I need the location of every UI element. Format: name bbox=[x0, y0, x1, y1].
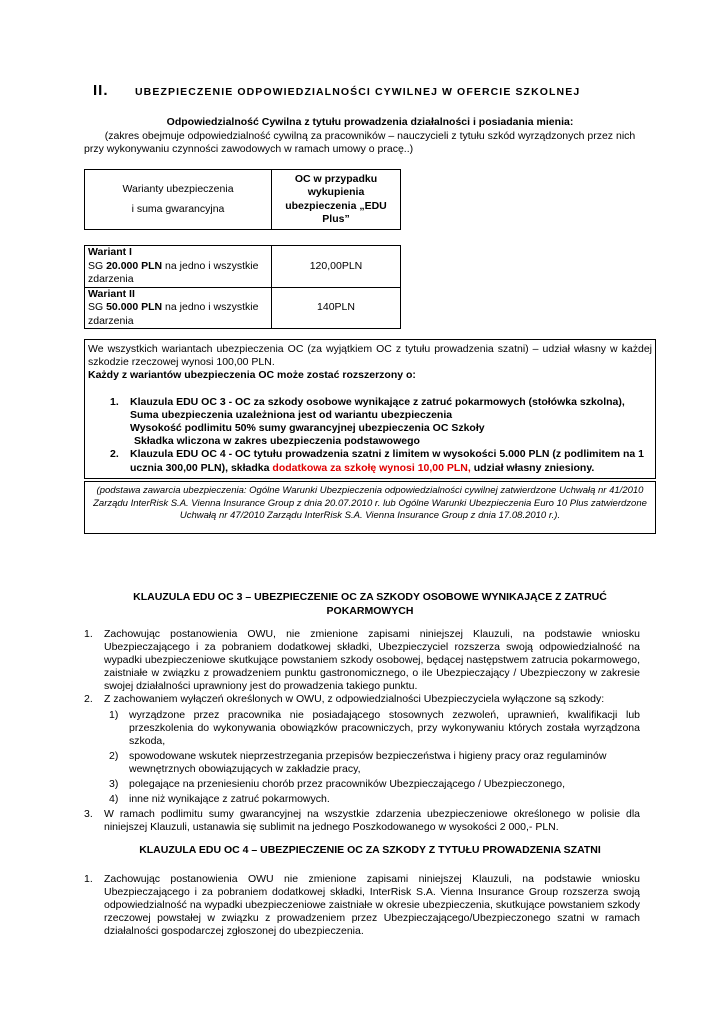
basis-text: (podstawa zawarcia ubezpieczenia: Ogólne Warunki Ubezpieczenia odpowiedzialności cywilnej zatwierdzone Uchwałą nr 41/2010 Zarządu InterRisk S.A. Vienna Insurance Group z dnia 20.07.2010 r. lub Ogólne Warunki Ubezpieczenia Euro 10 Plus zatwierdzone Uchwałą nr 47/2010 Zarządu InterRisk S.A. Vienna Insurance Group z dnia 17.08.2010 r.). bbox=[93, 485, 647, 522]
header-left-cell bbox=[85, 170, 272, 230]
list-number: 2. bbox=[110, 448, 119, 461]
extensions-note: We wszystkich wariantach ubezpieczenia OC (za wyjątkiem OC z tytułu prowadzenia szatni) – udział własny w każdej szkodzie rzeczowej wynosi 100,00 PLN. bbox=[88, 343, 652, 369]
list-item bbox=[84, 808, 640, 834]
clause-3-point-1: Zachowując postanowienia OWU, nie zmienione zapisami niniejszej Klauzuli, na podstawie wniosku Ubezpieczającego i za pobraniem dodatkowej składki, Ubezpieczyciel rozszerza swoją odpowiedzialność na wypadki ubezpieczeniowe skutkujące powstaniem szkody osobowej, będącej następstwem zatrucia pokarmowego, zaistniałe w związku z prowadzeniem punktu gastronomicznego, o ile Ubezpieczający / Ubezpieczony w zakresie swojej działalności uprawniony jest do prowadzenia takiego punktu. bbox=[104, 628, 640, 693]
clause-3-title bbox=[84, 590, 656, 618]
list-number: 1. bbox=[84, 873, 93, 885]
table-row bbox=[85, 246, 401, 288]
intro-line-2: przy wykonywaniu czynności zawodowych w ramach umowy o pracę..) bbox=[84, 143, 414, 155]
extension-2-text-b: udział własny zniesiony. bbox=[470, 461, 595, 474]
clause-3-point-3: W ramach podlimitu sumy gwarancyjnej na wszystkie zdarzenia ubezpieczeniowe określonego w polisie dla niniejszej Klauzuli, ustanawia się sublimit na jednego Poszkodowanego w wysokości 2 000,- PLN. bbox=[104, 808, 640, 834]
clause-3-exclusions bbox=[109, 709, 640, 807]
list-item bbox=[84, 628, 640, 693]
list-item bbox=[109, 793, 640, 806]
list-number: 4) bbox=[109, 793, 119, 806]
list-item bbox=[109, 709, 640, 748]
header-left-line-1: Warianty ubezpieczenia bbox=[122, 182, 234, 195]
clause-3-title-line-2: POKARMOWYCH bbox=[326, 605, 414, 617]
section-title: UBEZPIECZENIE ODPOWIEDZIALNOŚCI CYWILNEJ W OFERCIE SZKOLNEJ bbox=[135, 86, 581, 98]
variant-cell bbox=[85, 287, 272, 329]
exclusion-text: inne niż wynikające z zatruć pokarmowych. bbox=[129, 793, 330, 806]
list-number: 1) bbox=[109, 708, 119, 721]
extensions-box bbox=[84, 339, 656, 479]
list-item bbox=[109, 750, 640, 776]
intro-heading: Odpowiedzialność Cywilna z tytułu prowadzenia działalności i posiadania mienia: bbox=[166, 116, 574, 128]
variant-name: Wariant II bbox=[88, 287, 135, 300]
list-number: 2. bbox=[84, 693, 93, 706]
list-item bbox=[84, 693, 640, 706]
variant-cell bbox=[85, 246, 272, 288]
section-number: II. bbox=[93, 82, 109, 99]
variant-price: 140PLN bbox=[272, 287, 401, 329]
variant-sg-prefix: SG bbox=[88, 259, 107, 272]
variants-table bbox=[84, 245, 401, 329]
exclusion-text: wyrządzone przez pracownika nie posiadającego stosownych zezwoleń, uprawnień, kwalifikacji lub przeszkolenia do wykonywania obowiązków pracowniczych, przy wykonywaniu których została wyrządzona szkoda, bbox=[129, 708, 640, 747]
intro-block bbox=[84, 116, 656, 157]
header-left-line-2: i suma gwarancyjna bbox=[131, 203, 225, 215]
list-number: 2) bbox=[109, 749, 119, 762]
extension-2-highlight: dodatkowa za szkołę wynosi 10,00 PLN, bbox=[272, 461, 471, 474]
variant-sg-amount: 20.000 PLN bbox=[106, 259, 163, 272]
clause-3-point-2: Z zachowaniem wyłączeń określonych w OWU, z odpowiedzialności Ubezpieczyciela wyłączone są szkody: bbox=[104, 693, 605, 706]
variant-sg-prefix: SG bbox=[88, 301, 107, 313]
variant-sg-suffix: na jedno i wszystkie zdarzenia bbox=[88, 259, 259, 285]
list-number: 1. bbox=[84, 628, 93, 640]
extension-item-2 bbox=[88, 448, 652, 474]
variants-header-table bbox=[84, 169, 401, 230]
list-number: 3. bbox=[84, 808, 93, 821]
list-number: 3) bbox=[109, 778, 119, 791]
extensions-heading: Każdy z wariantów ubezpieczenia OC może zostać rozszerzony o: bbox=[88, 369, 416, 382]
clause-4-point-1: Zachowując postanowienia OWU nie zmienione zapisami niniejszej Klauzuli, na podstawie wniosku Ubezpieczającego i za pobraniem dodatkowej składki, InterRisk S.A. Vienna Insurance Group rozszerza swoją odpowiedzialność na wypadki ubezpieczeniowe zaistniałe w okresie ubezpieczenia, skutkujące powstaniem szkody rzeczowej powstałej w związku z prowadzeniem przez Ubezpieczającego/Ubezpieczonego szatni w ramach działalności gospodarczej zgłoszonej do ubezpieczenia. bbox=[104, 873, 640, 938]
section-heading bbox=[93, 82, 653, 99]
list-item bbox=[84, 873, 640, 938]
basis-box bbox=[84, 481, 656, 534]
exclusion-text: spowodowane wskutek nieprzestrzegania przepisów bezpieczeństwa i higieny pracy oraz regulaminów wewnętrznych obowiązujących w zakładzie pracy, bbox=[129, 749, 607, 775]
table-row bbox=[85, 287, 401, 329]
variant-price: 120,00PLN bbox=[272, 246, 401, 288]
variant-sg-suffix: na jedno i wszystkie zdarzenia bbox=[88, 301, 259, 327]
exclusion-text: polegające na przeniesieniu chorób przez pracowników Ubezpieczającego / Ubezpieczonego, bbox=[129, 778, 566, 791]
variant-name: Wariant I bbox=[88, 246, 132, 258]
extension-item-1 bbox=[88, 396, 652, 449]
list-number: 1. bbox=[110, 395, 119, 408]
variant-sg-amount: 50.000 PLN bbox=[106, 301, 163, 313]
extension-1-line-4: Składka wliczona w zakres ubezpieczenia podstawowego bbox=[134, 435, 420, 448]
extension-1-line-2: Suma ubezpieczenia uzależniona jest od wariantu ubezpieczenia bbox=[130, 408, 453, 421]
intro-line-1: (zakres obejmuje odpowiedzialność cywilną za pracowników – nauczycieli z tytułu szkód wyrządzonych przez nich bbox=[104, 129, 636, 142]
clause-3-body bbox=[84, 628, 640, 834]
clause-3-title-line-1: KLAUZULA EDU OC 3 – UBEZPIECZENIE OC ZA SZKODY OSOBOWE WYNIKAJĄCE Z ZATRUĆ bbox=[133, 591, 607, 603]
header-right-cell: OC w przypadku wykupienia ubezpieczenia „EDU Plus” bbox=[272, 170, 401, 230]
list-item bbox=[109, 778, 640, 791]
clause-4-body bbox=[84, 873, 640, 938]
extension-1-line-1: Klauzula EDU OC 3 - OC za szkody osobowe wynikające z zatruć pokarmowych (stołówka szkolna), bbox=[130, 395, 625, 408]
clause-4-title: KLAUZULA EDU OC 4 – UBEZPIECZENIE OC ZA SZKODY Z TYTUŁU PROWADZENIA SZATNI bbox=[139, 844, 601, 856]
extension-2-text-a: Klauzula EDU OC 4 - OC tytułu prowadzenia szatni z limitem w wysokości 5.000 PLN (z podlimitem na 1 ucznia 300,00 PLN), składka bbox=[130, 448, 645, 474]
extension-1-line-3: Wysokość podlimitu 50% sumy gwarancyjnej ubezpieczenia OC Szkoły bbox=[130, 422, 485, 435]
